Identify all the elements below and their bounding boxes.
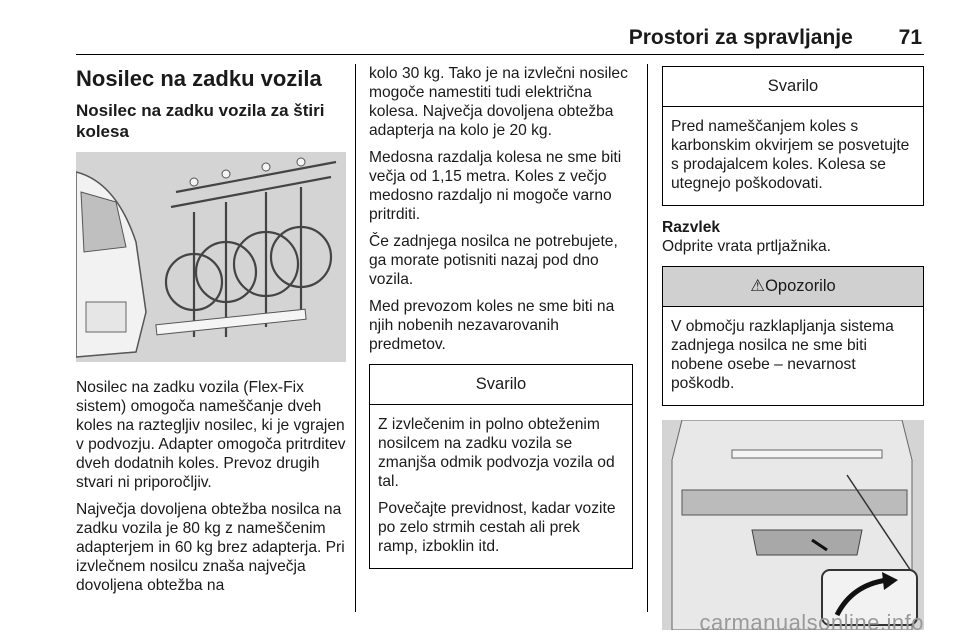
column-2 [369,64,633,569]
warning-body [663,307,923,405]
caution-heading: Svarilo [663,67,923,107]
page-header [629,26,922,50]
column-3 [662,64,924,630]
tailgate-release-illustration [662,420,924,630]
paragraph: kolo 30 kg. Tako je na izvlečni nosilec mogoče namestiti tudi električna kolesa. Največja dovoljena obtežba adapterja na kolo je 20 kg. [369,65,628,139]
caution-text: Z izvlečenim in polno obteženim nosilcem na zadku vozila se zmanjša odmik podvozja vozila od tal. [378,416,615,490]
caution-body [663,107,923,205]
page-title: Nosilec na zadku vozila [76,66,322,91]
column-1 [76,64,346,603]
paragraph: Če zadnjega nosilca ne potrebujete, ga morate potisniti nazaj pod dno vozila. [369,233,618,288]
paragraph: Nosilec na zadku vozila (Flex-Fix sistem) omogoča nameščanje dveh koles na raztegljiv nosilec, ki je vgrajen v podvozju. Adapter omogoča pritrditev dveh dodatnih koles. Prevoz drugih stvari ni priporočljiv. [76,379,346,491]
paragraph: Največja dovoljena obtežba nosilca na zadku vozila je 80 kg z nameščenim adapterjem in 60 kg brez adapterja. Pri izvlečnem nosilcu znaša največja dovoljena obtežba na [76,501,345,594]
caution-body [370,405,632,568]
bike-rack-illustration [76,152,346,362]
warning-triangle-icon: ⚠ [750,277,766,295]
warning-box [662,266,924,406]
column-divider [647,64,648,612]
warning-text: V območju razklapljanja sistema zadnjega nosilca ne sme biti nobene osebe – nevarnost poškodb. [671,318,894,392]
watermark: carmanualsonline.info [699,610,924,635]
caution-box [662,66,924,206]
section-title: Prostori za spravljanje [628,26,853,49]
caution-text: Povečajte previdnost, kadar vozite po zelo strmih cestah ali prek ramp, izboklin itd. [378,500,616,555]
caution-box [369,364,633,569]
section-heading: Razvlek [662,219,721,236]
section-subtitle: Nosilec na zadku vozila za štiri kolesa [76,101,325,141]
header-divider [76,54,924,55]
paragraph: Medosna razdalja kolesa ne sme biti večja od 1,15 metra. Koles z večjo medosno razdaljo ni mogoče varno pritrditi. [369,149,622,223]
caution-text: Pred nameščanjem koles s karbonskim okvirjem se posvetujte s prodajalcem koles. Kolesa se utegnejo poškodovati. [671,118,910,192]
caution-heading: Svarilo [370,365,632,405]
column-divider [355,64,356,612]
warning-heading: ⚠Opozorilo [663,267,923,307]
paragraph: Med prevozom koles ne sme biti na njih nobenih nezavarovanih predmetov. [369,298,615,353]
page-number: 71 [898,26,922,49]
paragraph: Odprite vrata prtljažnika. [662,238,832,255]
